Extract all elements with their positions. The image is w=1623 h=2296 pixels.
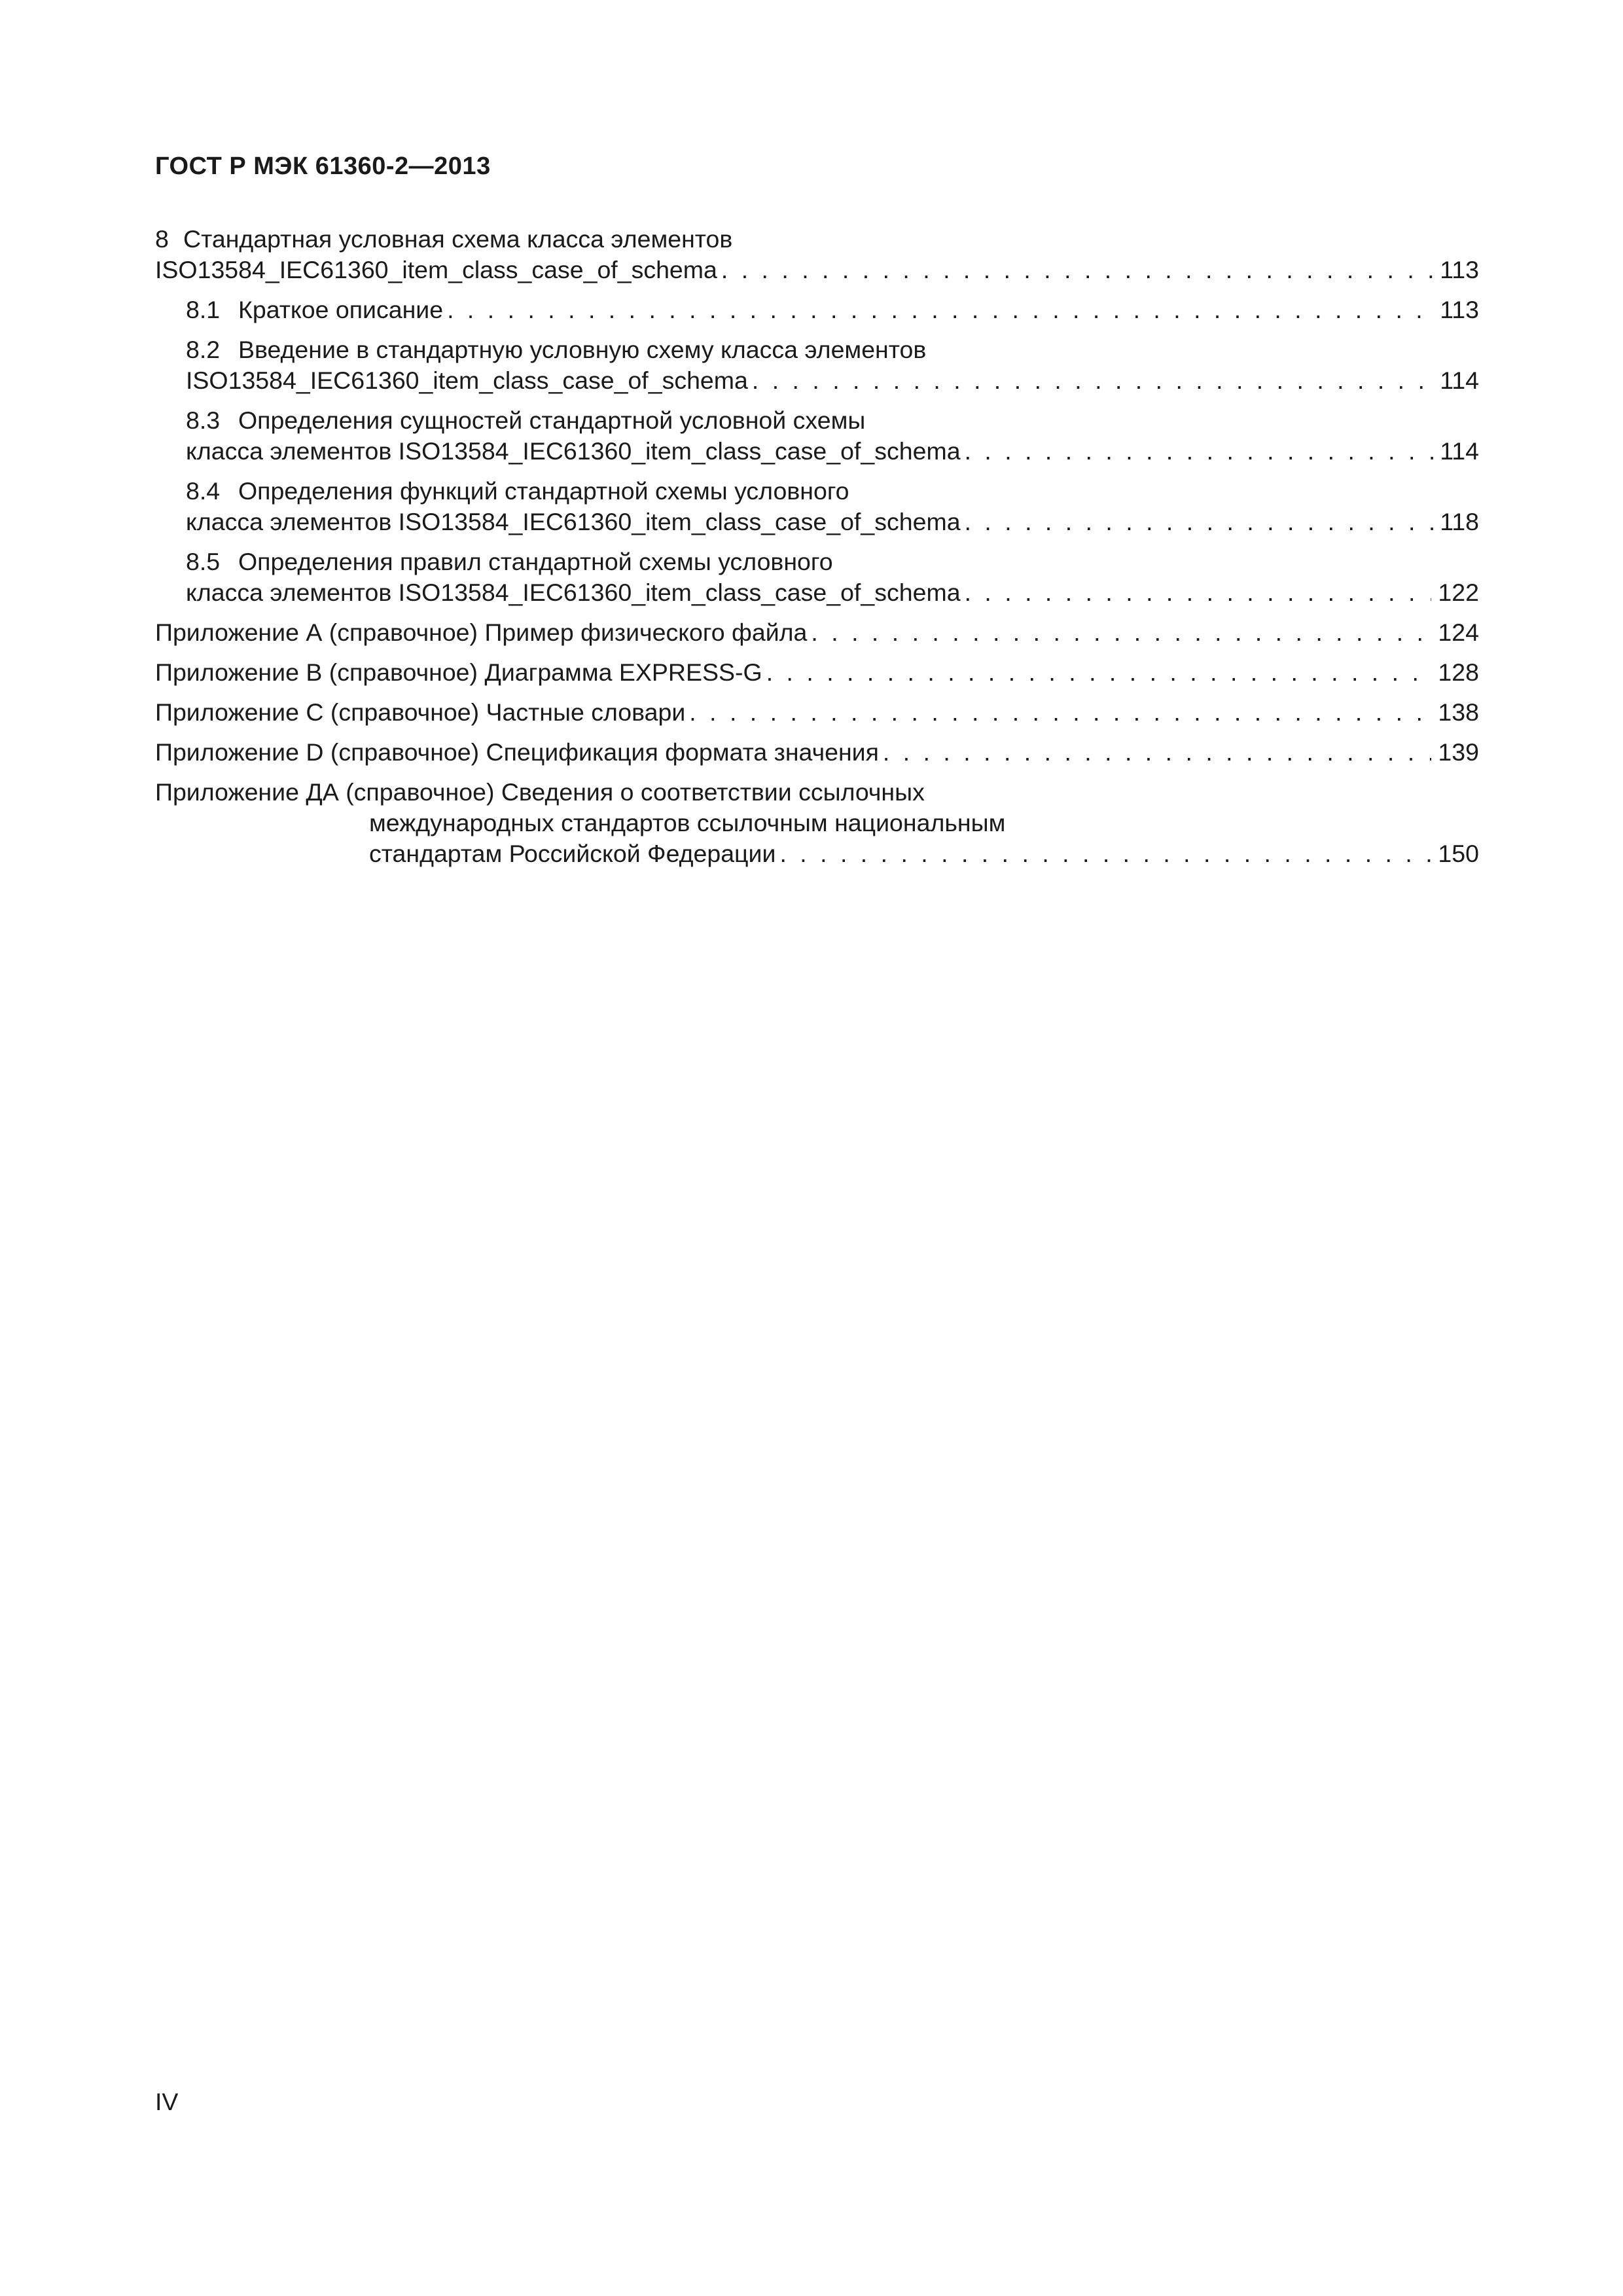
toc-entry-8-5-line1 — [186, 547, 1479, 577]
toc-entry-8-3-page: 114 — [1440, 437, 1479, 465]
toc-entry-appendix-da-title-end: стандартам Российской Федерации — [369, 840, 776, 867]
toc-entry-8-3-title: Определения сущностей стандартной условной схемы — [238, 406, 866, 434]
page-number: IV — [155, 2088, 179, 2115]
dot-leader — [766, 657, 1432, 688]
toc-entry-8[interactable] — [155, 224, 1479, 285]
dot-leader — [883, 737, 1432, 768]
toc-entry-appendix-a-page: 124 — [1438, 619, 1479, 646]
toc-entry-appendix-d-line — [155, 737, 1479, 768]
toc-entry-8-title: Стандартная условная схема класса элементов — [183, 225, 733, 253]
dot-leader — [811, 617, 1431, 648]
toc-entry-appendix-c-page: 138 — [1438, 698, 1479, 726]
toc-entry-appendix-b-page: 128 — [1438, 658, 1479, 686]
toc-entry-8-4-title-cont: класса элементов ISO13584_IEC61360_item_class_case_of_schema — [186, 508, 961, 535]
dot-leader — [965, 577, 1432, 608]
toc-entry-8-4-page: 118 — [1440, 508, 1479, 535]
toc-entry-appendix-c-line — [155, 697, 1479, 728]
dot-leader — [447, 295, 1433, 325]
toc-entry-8-1-number: 8.1 — [186, 296, 221, 323]
toc-entry-appendix-da[interactable] — [155, 777, 1479, 869]
toc-entry-8-5-title: Определения правил стандартной схемы условного — [238, 548, 833, 575]
toc-entry-8-3-line2 — [186, 436, 1479, 467]
dot-leader — [689, 697, 1431, 728]
toc-entry-8-page: 113 — [1440, 256, 1479, 283]
toc-entry-8-2-line1 — [186, 334, 1479, 365]
toc-entry-8-5-title-cont: класса элементов ISO13584_IEC61360_item_class_case_of_schema — [186, 579, 961, 606]
dot-leader — [721, 255, 1433, 285]
toc-entry-8-5-line2 — [186, 577, 1479, 608]
toc-entry-8-2[interactable] — [155, 334, 1479, 396]
toc-entry-8-2-title-cont: ISO13584_IEC61360_item_class_case_of_schema — [186, 367, 748, 394]
toc-entry-8-number: 8 — [155, 225, 169, 253]
toc-entry-appendix-c[interactable] — [155, 697, 1479, 728]
toc-entry-8-5-number: 8.5 — [186, 548, 221, 575]
dot-leader — [965, 436, 1433, 467]
toc-entry-appendix-c-title: Приложение С (справочное) Частные словари — [155, 698, 686, 726]
toc-entry-8-3[interactable] — [155, 405, 1479, 467]
toc-entry-appendix-da-page: 150 — [1438, 840, 1479, 867]
toc-entry-8-3-number: 8.3 — [186, 406, 221, 434]
table-of-contents — [155, 224, 1479, 869]
toc-entry-8-5-page: 122 — [1438, 579, 1479, 606]
toc-entry-appendix-d-title: Приложение D (справочное) Спецификация формата значения — [155, 738, 879, 766]
toc-entry-8-2-title: Введение в стандартную условную схему класса элементов — [238, 336, 927, 363]
dot-leader — [779, 838, 1431, 869]
toc-entry-8-5[interactable] — [155, 547, 1479, 608]
toc-entry-8-2-line2 — [186, 365, 1479, 396]
toc-entry-appendix-da-title-cont: международных стандартов ссылочным национальным — [369, 809, 1006, 836]
toc-entry-8-2-page: 114 — [1440, 367, 1479, 394]
toc-entry-appendix-da-title: Приложение ДА (справочное) Сведения о соответствии ссылочных — [155, 778, 925, 806]
toc-entry-8-1-page: 113 — [1440, 296, 1479, 323]
toc-entry-appendix-b-title: Приложение В (справочное) Диаграмма EXPRESS-G — [155, 658, 762, 686]
toc-entry-8-4-line2 — [186, 507, 1479, 537]
toc-entry-8-4-line1 — [186, 476, 1479, 507]
toc-entry-8-1-title: Краткое описание — [238, 296, 444, 323]
toc-entry-8-3-title-cont: класса элементов ISO13584_IEC61360_item_class_case_of_schema — [186, 437, 961, 465]
toc-entry-8-3-line1 — [186, 405, 1479, 436]
toc-entry-appendix-d[interactable] — [155, 737, 1479, 768]
dot-leader — [965, 507, 1433, 537]
document-code: ГОСТ Р МЭК 61360-2—2013 — [155, 152, 491, 180]
toc-entry-appendix-b[interactable] — [155, 657, 1479, 688]
toc-entry-8-title-cont: ISO13584_IEC61360_item_class_case_of_schema — [155, 256, 717, 283]
toc-entry-8-line1 — [155, 224, 1479, 255]
toc-entry-appendix-a[interactable] — [155, 617, 1479, 648]
toc-entry-8-1[interactable] — [155, 295, 1479, 325]
toc-entry-appendix-a-line — [155, 617, 1479, 648]
toc-entry-appendix-d-page: 139 — [1438, 738, 1479, 766]
toc-entry-appendix-a-title: Приложение А (справочное) Пример физического файла — [155, 619, 808, 646]
toc-entry-appendix-da-line3 — [155, 838, 1479, 869]
dot-leader — [752, 365, 1433, 396]
toc-entry-8-4[interactable] — [155, 476, 1479, 537]
toc-entry-8-2-number: 8.2 — [186, 336, 221, 363]
toc-entry-appendix-b-line — [155, 657, 1479, 688]
toc-entry-8-4-title: Определения функций стандартной схемы условного — [238, 477, 849, 505]
toc-entry-8-1-line — [186, 295, 1479, 325]
toc-entry-8-line2 — [155, 255, 1479, 285]
toc-entry-8-4-number: 8.4 — [186, 477, 221, 505]
